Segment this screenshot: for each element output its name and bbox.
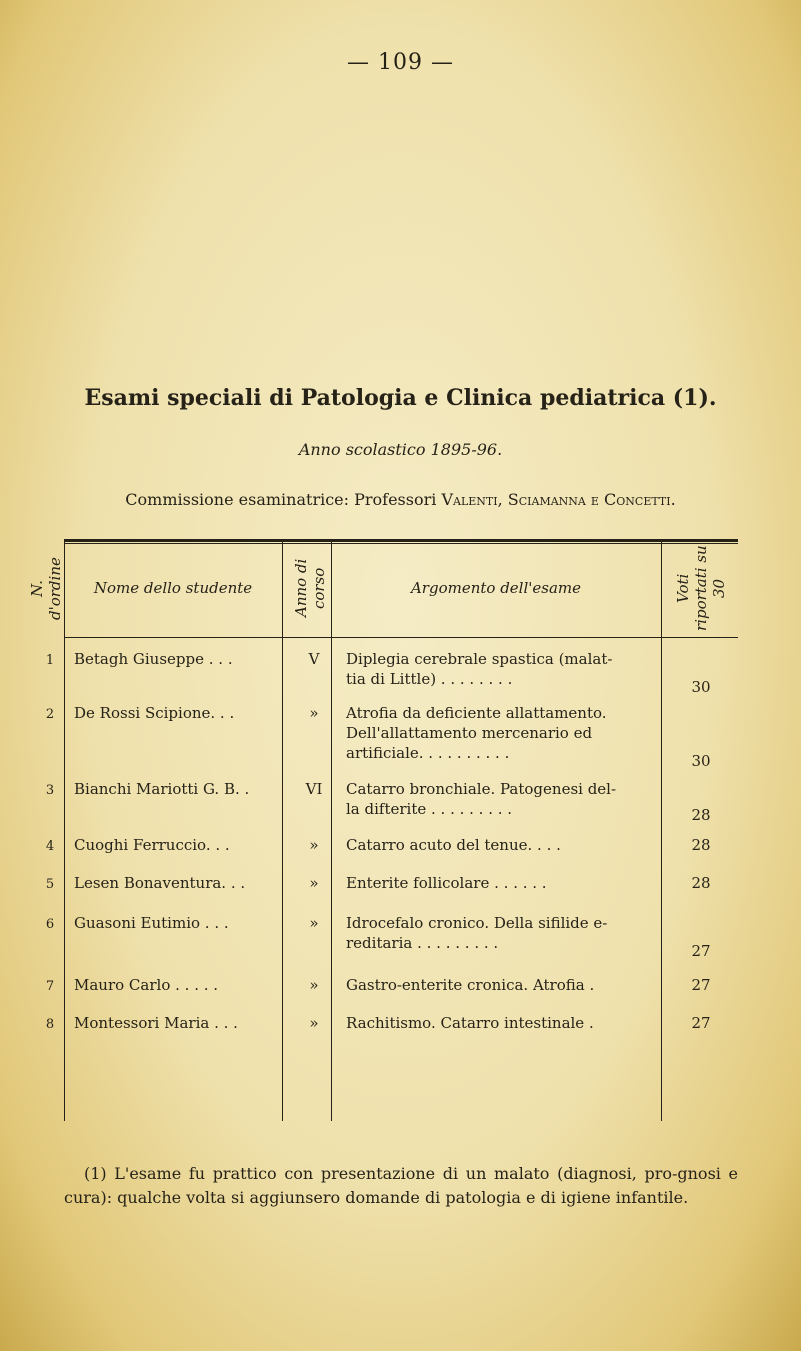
- row-number: 1: [45, 653, 55, 668]
- header-student-name: Nome dello studente: [93, 579, 253, 597]
- student-name: Cuoghi Ferruccio. . .: [74, 836, 230, 854]
- row-number: 2: [45, 707, 55, 722]
- vote-score: 28: [691, 874, 711, 892]
- row-number: 7: [45, 979, 55, 994]
- column-divider: [282, 539, 283, 1121]
- vote-score: 28: [691, 806, 711, 824]
- commission-prefix: Commissione esaminatrice: Professori: [125, 490, 442, 509]
- vote-score: 30: [691, 752, 711, 770]
- course-year: »: [309, 874, 319, 892]
- row-number: 3: [45, 783, 55, 798]
- row-number: 5: [45, 877, 55, 892]
- row-number: 6: [45, 917, 55, 932]
- student-name: Mauro Carlo . . . . .: [74, 976, 219, 994]
- footnote-text: (1) L'esame fu prattico con presentazione di un malato (diagnosi, pro-gnosi e cura): qualche volta si aggiunsero domande di patologia e di igiene infantile.: [64, 1164, 738, 1207]
- column-divider: [661, 539, 662, 1121]
- header-exam-topic: Argomento dell'esame: [410, 579, 582, 597]
- course-year: VI: [305, 780, 323, 798]
- row-number: 4: [45, 839, 55, 854]
- header-course-year: Anno di corso: [292, 558, 328, 618]
- vote-score: 27: [691, 1014, 711, 1032]
- vote-score: 30: [691, 678, 711, 696]
- student-name: Bianchi Mariotti G. B. .: [74, 780, 250, 798]
- commission-names: Valenti, Sciamanna e Concetti.: [441, 490, 676, 509]
- exam-topic: Rachitismo. Catarro intestinale .: [346, 1014, 594, 1032]
- header-order: N. d'ordine: [28, 557, 64, 621]
- page-number: — 109 —: [347, 50, 454, 75]
- row-number: 8: [45, 1017, 55, 1032]
- vote-score: 28: [691, 836, 711, 854]
- vote-score: 27: [691, 976, 711, 994]
- course-year: »: [309, 914, 319, 932]
- course-year: »: [309, 836, 319, 854]
- student-name: De Rossi Scipione. . .: [74, 704, 235, 722]
- exam-topic: Atrofia da deficiente allattamento. Dell'allattamento mercenario ed artificiale. . . . . . . . . .: [346, 704, 607, 762]
- table-top-rule: [64, 539, 738, 542]
- vote-score: 27: [691, 942, 711, 960]
- exam-topic: Idrocefalo cronico. Della sifilide e- reditaria . . . . . . . . .: [346, 914, 608, 952]
- course-year: V: [308, 650, 320, 668]
- exam-topic: Catarro acuto del tenue. . . .: [346, 836, 561, 854]
- header-votes: Voti riportati su 30: [674, 545, 728, 631]
- course-year: »: [309, 1014, 319, 1032]
- exam-table: [28, 539, 738, 1121]
- student-name: Montessori Maria . . .: [74, 1014, 238, 1032]
- exam-topic: Catarro bronchiale. Patogenesi del- la difterite . . . . . . . . .: [346, 780, 617, 818]
- student-name: Betagh Giuseppe . . .: [74, 650, 233, 668]
- course-year: »: [309, 976, 319, 994]
- document-title: Esami speciali di Patologia e Clinica pediatrica (1).: [84, 385, 717, 411]
- course-year: »: [309, 704, 319, 722]
- student-name: Lesen Bonaventura. . .: [74, 874, 246, 892]
- footnote: [64, 1162, 738, 1210]
- student-name: Guasoni Eutimio . . .: [74, 914, 229, 932]
- exam-topic: Diplegia cerebrale spastica (malat- tia di Little) . . . . . . . .: [346, 650, 613, 688]
- exam-topic: Gastro-enterite cronica. Atrofia .: [346, 976, 595, 994]
- commission-line: [0, 490, 801, 509]
- table-top-rule-thin: [64, 543, 738, 544]
- column-divider: [331, 539, 332, 1121]
- exam-topic: Enterite follicolare . . . . . .: [346, 874, 547, 892]
- academic-year: Anno scolastico 1895-96.: [298, 440, 503, 459]
- table-header-rule: [64, 637, 738, 638]
- column-divider: [64, 539, 65, 1121]
